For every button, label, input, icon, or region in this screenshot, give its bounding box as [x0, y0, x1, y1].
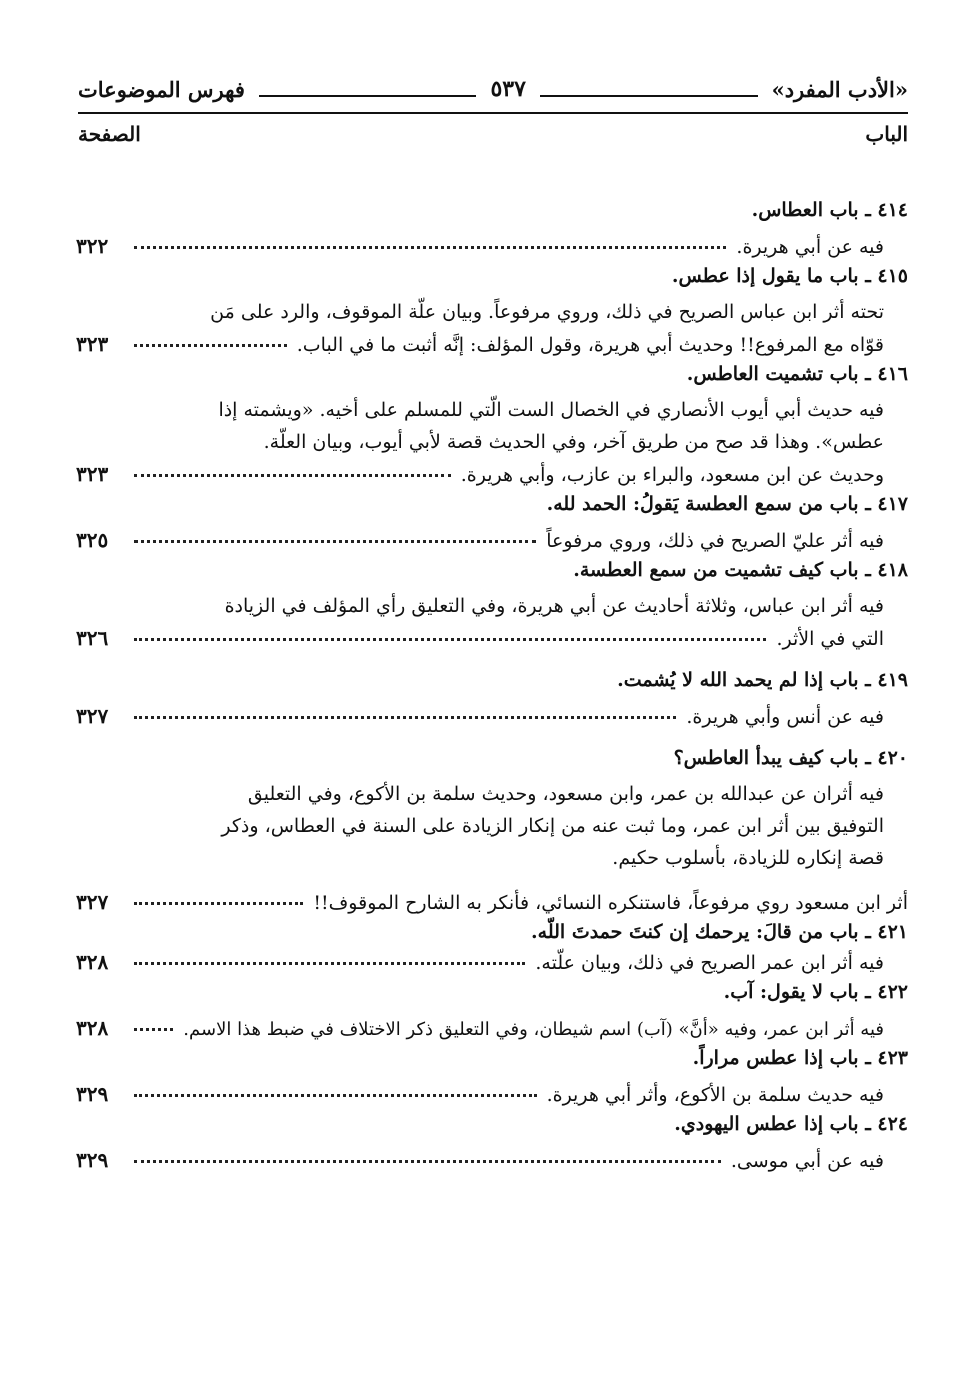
entry-text: وحديث عن ابن مسعود، والبراء بن عازب، وأبي هريرة. — [460, 464, 884, 486]
entry-body — [72, 778, 884, 874]
index-entry-419 — [72, 666, 908, 732]
entry-page-number: ٣٢٩ — [76, 1082, 109, 1106]
entry-heading: ٤٢٠ ـ باب كيف يبدأ العاطس؟ — [673, 747, 908, 769]
dot-leader — [134, 326, 287, 347]
entry-text: فيه أثر ابن عباس، وثلاثة أحاديث عن أبي هريرة، وفي التعليق رأي المؤلف في الزيادة — [224, 595, 884, 617]
entry-text: فيه عن أبي موسى. — [730, 1150, 884, 1172]
chapter-column-label: الباب — [865, 122, 908, 146]
entry-page-number: ٣٢٣ — [76, 462, 109, 486]
entry-text: فيه عن أنس وأبي هريرة. — [686, 706, 884, 728]
entry-heading: ٤١٧ ـ باب من سمع العطسة يَقولُ: الحمد لله. — [546, 493, 908, 515]
entry-page-number: ٣٢٦ — [76, 626, 109, 650]
entry-page-number: ٣٢٨ — [76, 1016, 109, 1040]
index-entry-422 — [72, 978, 908, 1044]
dot-leader — [134, 1142, 721, 1163]
dot-leader — [134, 884, 303, 905]
dot-leader — [134, 944, 525, 965]
index-entry-417 — [72, 490, 908, 556]
entry-heading: ٤١٩ ـ باب إذا لم يحمد الله لا يُشمت. — [617, 669, 908, 691]
entry-page-number: ٣٢٢ — [76, 234, 109, 258]
entry-heading: ٤١٨ ـ باب كيف تشميت من سمع العطسة. — [573, 559, 908, 581]
page-column-label: الصفحة — [78, 122, 141, 146]
entry-text: التي في الأثر. — [776, 628, 884, 650]
entry-page-number: ٣٢٩ — [76, 1148, 109, 1172]
entry-text: فيه أثران عن عبدالله بن عمر، وابن مسعود، وحديث سلمة بن الأكوع، وفي التعليق — [247, 783, 884, 805]
index-entry-416 — [72, 360, 908, 490]
entry-body — [72, 590, 884, 622]
entry-page-number: ٣٢٧ — [76, 704, 109, 728]
entry-text: فيه عن أبي هريرة. — [736, 236, 884, 258]
entry-leader-line — [72, 230, 884, 262]
index-entries — [72, 196, 908, 1176]
running-header — [78, 72, 908, 106]
entry-leader-line — [72, 700, 884, 732]
entry-text: أثر ابن مسعود روي مرفوعاً، فاستنكره النسائي، فأنكر به الشارح الموقوف!! — [313, 892, 908, 914]
entry-page-number: ٣٢٥ — [76, 528, 109, 552]
entry-heading: ٤١٦ ـ باب تشميت العاطس. — [686, 363, 908, 385]
entry-leader-line — [72, 458, 884, 490]
index-entry-414 — [72, 196, 908, 262]
entry-text: التوفيق بين أثر ابن عمر، وما ثبت عنه من إنكار الزيادة على السنة في العطاس، وذكر — [221, 815, 884, 837]
entry-page-number: ٣٢٨ — [76, 950, 109, 974]
entry-text: فيه أثر ابن عمر الصريح في ذلك، وبيان علّته. — [535, 952, 884, 974]
index-entry-420 — [72, 744, 908, 918]
entry-heading: ٤٢٤ ـ باب إذا عطس اليهودي. — [674, 1113, 908, 1135]
entry-body — [72, 296, 884, 328]
entry-heading: ٤٢٣ ـ باب إذا عطس مراراً. — [692, 1047, 908, 1069]
dot-leader — [134, 228, 726, 249]
index-entry-424 — [72, 1110, 908, 1176]
entry-text: فيه حديث سلمة بن الأكوع، وأثر أبي هريرة. — [546, 1084, 884, 1106]
entry-heading: ٤٢١ ـ باب من قالَ: يرحمك إن كنتَ حمدتَ اللّه. — [531, 921, 908, 943]
section-title: فهرس الموضوعات — [78, 76, 245, 102]
entry-text: قوّاه مع المرفوع!! وحديث أبي هريرة، وقول المؤلف: إنَّه أثبت ما في الباب. — [296, 334, 884, 356]
entry-leader-line — [72, 1012, 884, 1044]
entry-page-number: ٣٢٧ — [76, 890, 109, 914]
entry-leader-line — [72, 622, 884, 654]
column-labels — [78, 122, 908, 146]
entry-text: فيه حديث أبي أيوب الأنصاري في الخصال الست الّتي للمسلم على أخيه. «ويشمته إذا — [218, 399, 884, 421]
entry-heading: ٤١٤ ـ باب العطاس. — [751, 199, 908, 221]
index-entry-423 — [72, 1044, 908, 1110]
header-rule-right — [540, 81, 758, 97]
entry-leader-line — [72, 328, 884, 360]
entry-text: عطس». وهذا قد صح من طريق آخر، وفي الحديث قصة لأبي أيوب، وبيان العلّة. — [263, 431, 884, 453]
index-entry-421 — [72, 918, 908, 978]
entry-leader-line — [72, 1078, 884, 1110]
entry-text: فيه أثر ابن عمر، وفيه «أنَّ» (آب) اسم شيطان، وفي التعليق ذكر الاختلاف في ضبط هذا الاسم. — [183, 1019, 884, 1040]
header-divider — [78, 112, 908, 114]
entry-leader-line — [72, 886, 908, 918]
page-number: ٥٣٧ — [490, 76, 526, 102]
index-entry-415 — [72, 262, 908, 360]
entry-text: فيه أثر عليّ الصريح في ذلك، وروي مرفوعاً — [546, 530, 884, 552]
entry-body — [72, 394, 884, 458]
dot-leader — [134, 698, 676, 719]
dot-leader — [134, 456, 451, 477]
entry-leader-line — [72, 946, 884, 978]
entry-heading: ٤٢٢ ـ باب لا يقول: آب. — [723, 981, 908, 1003]
dot-leader — [134, 522, 536, 543]
dot-leader — [134, 1010, 173, 1031]
dot-leader — [134, 1076, 537, 1097]
entry-text: قصة إنكاره للزيادة، بأسلوب حكيم. — [612, 847, 884, 869]
book-title: «الأدب المفرد» — [771, 76, 908, 102]
index-entry-418 — [72, 556, 908, 654]
entry-leader-line — [72, 1144, 884, 1176]
header-rule-left — [259, 81, 477, 97]
entry-heading: ٤١٥ ـ باب ما يقول إذا عطس. — [671, 265, 908, 287]
entry-leader-line — [72, 524, 884, 556]
dot-leader — [134, 620, 766, 641]
entry-page-number: ٣٢٣ — [76, 332, 109, 356]
entry-text: تحته أثر ابن عباس الصريح في ذلك، وروي مرفوعاً. وبيان علّة الموقوف، والرد على مَن — [210, 301, 884, 323]
